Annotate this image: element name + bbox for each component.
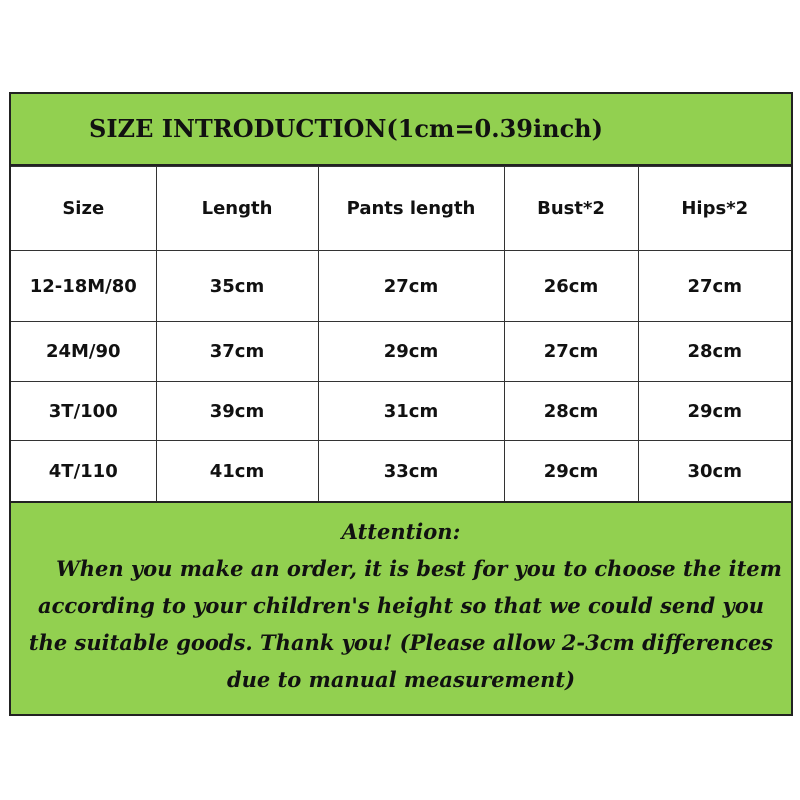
cell-length: 35cm	[156, 251, 318, 322]
size-table	[11, 166, 791, 502]
cell-length: 37cm	[156, 322, 318, 382]
table-row	[11, 322, 791, 382]
cell-pants-length: 33cm	[318, 441, 504, 502]
cell-size: 12-18M/80	[11, 251, 156, 322]
size-chart	[9, 92, 793, 716]
header-pants-length: Pants length	[318, 167, 504, 251]
header-hips: Hips*2	[638, 167, 791, 251]
cell-length: 39cm	[156, 382, 318, 441]
header-bust: Bust*2	[504, 167, 638, 251]
cell-hips: 29cm	[638, 382, 791, 441]
cell-pants-length: 29cm	[318, 322, 504, 382]
header-length: Length	[156, 167, 318, 251]
cell-bust: 26cm	[504, 251, 638, 322]
cell-size: 3T/100	[11, 382, 156, 441]
cell-size: 4T/110	[11, 441, 156, 502]
table-row	[11, 441, 791, 502]
table-row	[11, 251, 791, 322]
header-size: Size	[11, 167, 156, 251]
cell-bust: 28cm	[504, 382, 638, 441]
cell-hips: 30cm	[638, 441, 791, 502]
attention-notice	[11, 501, 791, 714]
cell-length: 41cm	[156, 441, 318, 502]
cell-hips: 27cm	[638, 251, 791, 322]
notice-body: When you make an order, it is best for you to choose the item according to your children's height so that we could send you the suitable goods. Thank you! (Please allow 2-3cm differences due to manual measurement)	[28, 556, 782, 692]
table-row	[11, 382, 791, 441]
cell-bust: 27cm	[504, 322, 638, 382]
title-bar	[11, 94, 791, 166]
cell-bust: 29cm	[504, 441, 638, 502]
table-header-row	[11, 167, 791, 251]
cell-pants-length: 27cm	[318, 251, 504, 322]
cell-hips: 28cm	[638, 322, 791, 382]
notice-heading: Attention:	[341, 519, 461, 544]
cell-pants-length: 31cm	[318, 382, 504, 441]
chart-title: SIZE INTRODUCTION(1cm=0.39inch)	[89, 114, 603, 143]
cell-size: 24M/90	[11, 322, 156, 382]
